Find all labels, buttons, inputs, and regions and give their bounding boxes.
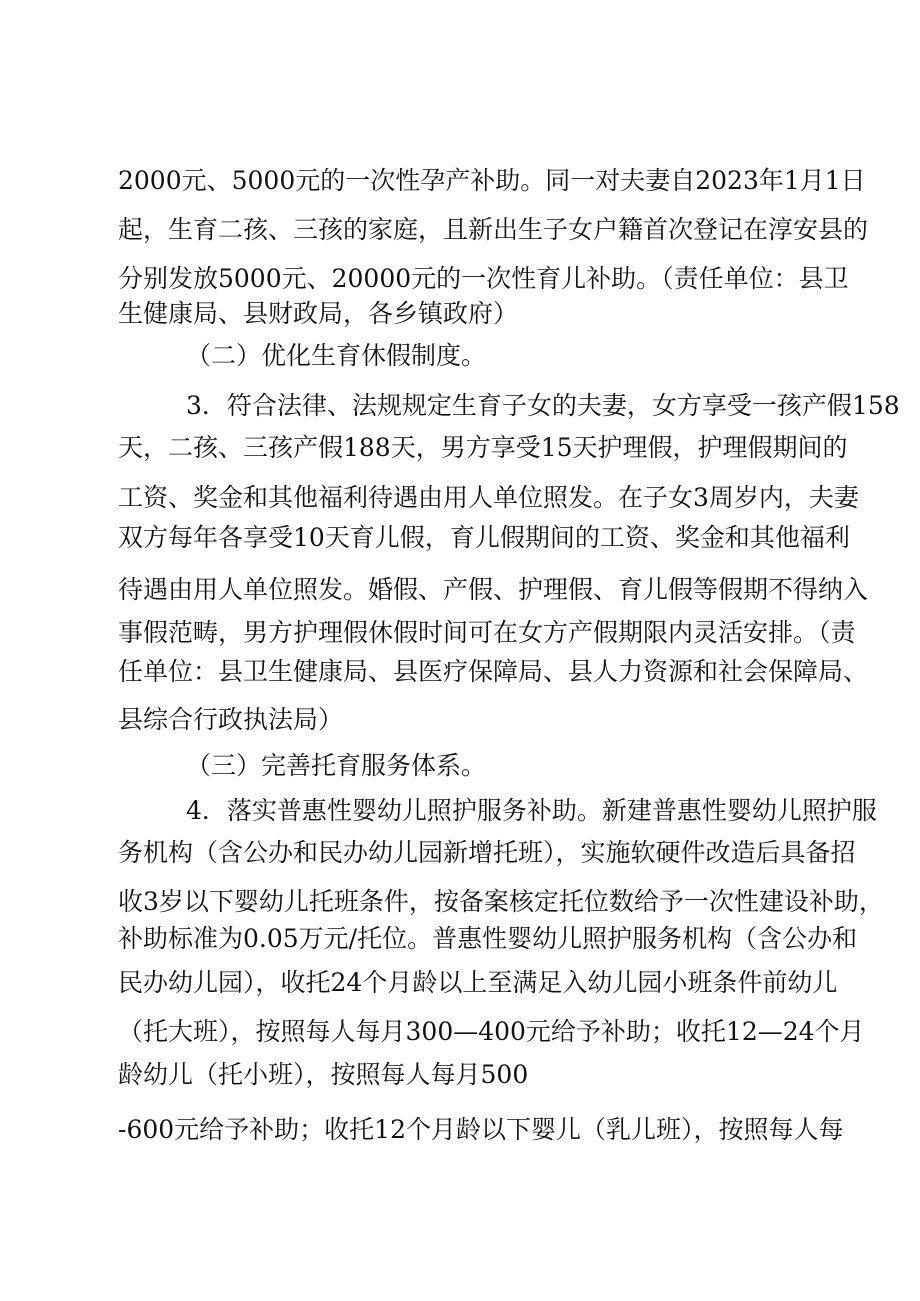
paragraph-4-line-3: 收3岁以下婴幼儿托班条件，按备案核定托位数给予一次性建设补助， (118, 887, 884, 916)
paragraph-4-line-5: 民办幼儿园），收托24个月龄以上至满足入幼儿园小班条件前幼儿 (118, 968, 838, 997)
paragraph-3-line-2: 天，二孩、三孩产假188天，男方享受15天护理假，护理假期间的 (118, 433, 848, 462)
paragraph-4-line-4: 补助标准为0.05万元/托位。普惠性婴幼儿照护服务机构（含公办和 (118, 924, 858, 953)
paragraph-4-line-7: 龄幼儿（托小班），按照每人每月500 (118, 1060, 529, 1089)
text-line-1: 2000元、5000元的一次性孕产补助。同一对夫妻自2023年1月1日 (118, 166, 866, 195)
paragraph-4-line-1: 4．落实普惠性婴幼儿照护服务补助。新建普惠性婴幼儿照护服 (186, 796, 877, 825)
text-line-3: 分别发放5000元、20000元的一次性育儿补助。（责任单位：县卫 (118, 264, 849, 293)
section-heading-3: （三）完善托育服务体系。 (186, 751, 487, 780)
paragraph-3-line-4: 双方每年各享受10天育儿假，育儿假期间的工资、奖金和其他福利 (118, 523, 850, 552)
paragraph-3-line-7: 任单位：县卫生健康局、县医疗保障局、县人力资源和社会保障局、 (118, 657, 869, 686)
paragraph-4-line-8: -600元给予补助；收托12个月龄以下婴儿（乳儿班），按照每人每 (118, 1115, 844, 1144)
paragraph-4-line-2: 务机构（含公办和民办幼儿园新增托班），实施软硬件改造后具备招 (118, 838, 856, 867)
paragraph-3-line-5: 待遇由用人单位照发。婚假、产假、护理假、育儿假等假期不得纳入 (118, 575, 869, 604)
section-heading-2: （二）优化生育休假制度。 (186, 341, 487, 370)
paragraph-3-line-8: 县综合行政执法局） (118, 705, 344, 734)
text-line-2: 起，生育二孩、三孩的家庭，且新出生子女户籍首次登记在淳安县的 (118, 215, 869, 244)
paragraph-3-line-6: 事假范畴，男方护理假休假时间可在女方产假期限内灵活安排。（责 (118, 618, 856, 647)
paragraph-3-line-3: 工资、奖金和其他福利待遇由用人单位照发。在子女3周岁内，夫妻 (118, 483, 859, 512)
paragraph-3-line-1: 3．符合法律、法规规定生育子女的夫妻，女方享受一孩产假158 (186, 391, 900, 420)
text-line-4: 生健康局、县财政局，各乡镇政府） (118, 299, 519, 328)
paragraph-4-line-6: （托大班），按照每人每月300—400元给予补助；收托12—24个月 (118, 1017, 865, 1046)
